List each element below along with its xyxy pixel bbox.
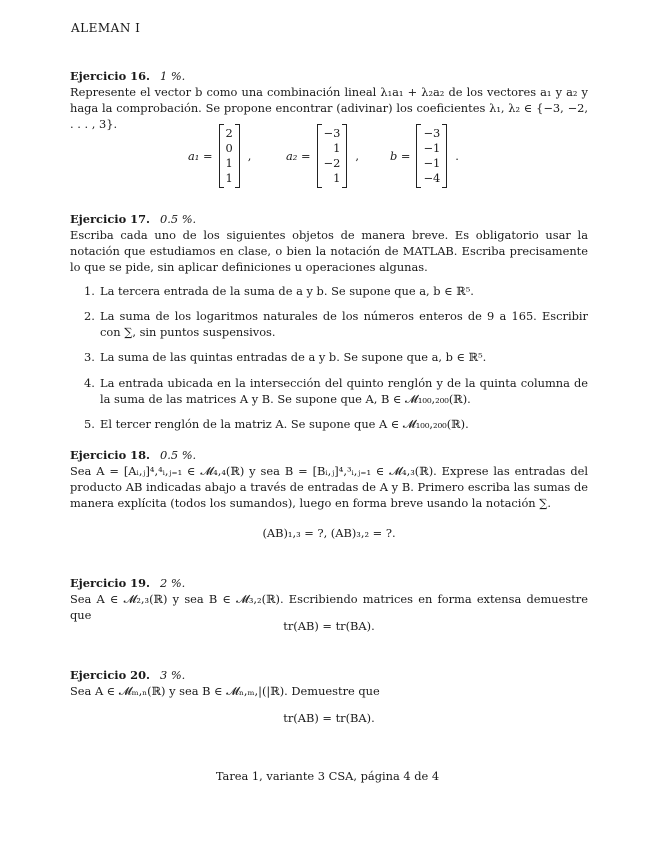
vector-entry: −3 — [323, 126, 341, 140]
exercise-19-title: Ejercicio 19. — [70, 576, 150, 590]
vector-entry: −1 — [423, 156, 441, 170]
vector-entry: 2 — [225, 126, 233, 140]
separator: , — [355, 149, 359, 163]
list-item-text: La suma de los logaritmos naturales de los números enteros de 9 a 165. Escribir con ∑, sin puntos suspensivos. — [100, 309, 588, 339]
list-item-number: 4. — [84, 376, 95, 390]
exercise-19-formula: tr(AB) = tr(BA). — [283, 619, 375, 633]
exercise-17-statement: Escriba cada uno de los siguientes objetos de manera breve. Es obligatorio usar la notación que estudiamos en clase, o bien la notación de MATLAB. Escriba precisamente lo que se pide, sin aplicar definiciones u operaciones algunas. — [70, 228, 588, 274]
vector-entry: 1 — [333, 141, 341, 155]
vector-a2-label: a₂ = — [286, 149, 311, 163]
exercise-17-heading — [70, 211, 588, 227]
list-item-number: 1. — [84, 284, 95, 298]
exercise-18-formula: (AB)₁,₃ = ?, (AB)₃,₂ = ?. — [262, 526, 396, 540]
vector-a1-label: a₁ = — [188, 149, 213, 163]
list-item-text: La suma de las quintas entradas de a y b. Se supone que a, b ∈ ℝ⁵. — [100, 350, 487, 364]
vector-entry: 1 — [225, 156, 233, 170]
list-item — [84, 283, 588, 299]
vector-entry: 1 — [333, 171, 341, 185]
vector-entry: 0 — [225, 141, 233, 155]
vector-entry: 1 — [225, 171, 233, 185]
list-item — [84, 349, 588, 365]
exercise-18-percent: 0.5 %. — [159, 448, 197, 462]
vector-a2-entries — [317, 124, 348, 188]
list-item-text: El tercer renglón de la matriz A. Se supone que A ∈ 𝓜₁₀₀,₂₀₀(ℝ). — [100, 417, 469, 431]
page-header: ALEMAN I — [71, 21, 141, 35]
vector-a1-entries — [219, 124, 240, 188]
exercise-20-formula: tr(AB) = tr(BA). — [283, 711, 375, 725]
exercise-18-title: Ejercicio 18. — [70, 448, 150, 462]
vector-entry: −2 — [323, 156, 341, 170]
list-item — [84, 308, 588, 340]
vector-a1 — [188, 122, 251, 190]
exercise-20-title: Ejercicio 20. — [70, 668, 150, 682]
vector-a2 — [286, 122, 359, 190]
vector-b — [390, 122, 459, 190]
list-item-text: La entrada ubicada en la intersección del quinto renglón y de la quinta columna de la suma de las matrices A y B. Se supone que A, B ∈ 𝓜₁₀₀,₂₀₀(ℝ). — [100, 376, 588, 406]
exercise-18-heading — [70, 447, 588, 463]
list-item-number: 3. — [84, 350, 95, 364]
list-item-number: 5. — [84, 417, 95, 431]
exercise-19-heading — [70, 575, 588, 591]
exercise-16-statement: Represente el vector b como una combinación lineal λ₁a₁ + λ₂a₂ de los vectores a₁ y a₂ y haga la comprobación. Se propone encontrar (adivinar) los coeficientes λ₁, λ₂ ∈ {−3, −2, . . . , 3}. — [70, 85, 588, 131]
exercise-20-percent: 3 %. — [159, 668, 186, 682]
vector-b-entries — [416, 124, 447, 188]
exercise-16-vectors — [70, 122, 588, 190]
vector-entry: −1 — [423, 141, 441, 155]
exercise-16-percent: 1 %. — [159, 69, 186, 83]
exercise-17-title: Ejercicio 17. — [70, 212, 150, 226]
exercise-18-statement: Sea A = [Aᵢ,ⱼ]⁴,⁴ᵢ,ⱼ₌₁ ∈ 𝓜₄,₄(ℝ) y sea B = [Bᵢ,ⱼ]⁴,³ᵢ,ⱼ₌₁ ∈ 𝓜₄,₃(ℝ). Exprese las entradas del producto AB indicadas abajo a través de entradas de A y B. Primero escriba las sumas de manera explícita (todos los sumandos), luego en forma breve usando la notación ∑. — [70, 464, 588, 510]
vector-entry: −4 — [423, 171, 441, 185]
exercise-19-percent: 2 %. — [159, 576, 186, 590]
list-item-number: 2. — [84, 309, 95, 323]
exercise-16-title: Ejercicio 16. — [70, 69, 150, 83]
list-item — [84, 416, 588, 432]
page-footer: Tarea 1, variante 3 CSA, página 4 de 4 — [215, 769, 440, 783]
exercise-20-heading — [70, 667, 588, 683]
exercise-20-statement: Sea A ∈ 𝓜ₘ,ₙ(ℝ) y sea B ∈ 𝓜ₙ,ₘ,|(|ℝ). Demuestre que — [70, 684, 380, 698]
exercise-16-heading — [70, 68, 588, 84]
separator: , — [247, 149, 252, 163]
exercise-19-statement: Sea A ∈ 𝓜₂,₃(ℝ) y sea B ∈ 𝓜₃,₂(ℝ). Escribiendo matrices en forma extensa demuestre que — [70, 592, 588, 622]
vector-entry: −3 — [423, 126, 441, 140]
list-item — [84, 375, 588, 407]
list-item-text: La tercera entrada de la suma de a y b. Se supone que a, b ∈ ℝ⁵. — [100, 284, 474, 298]
separator: . — [455, 149, 459, 163]
exercise-17-percent: 0.5 %. — [159, 212, 197, 226]
vector-b-label: b = — [390, 149, 411, 163]
